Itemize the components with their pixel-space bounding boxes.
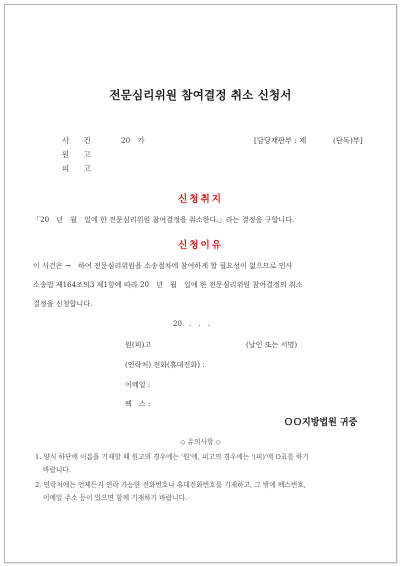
email-label: 이메일 :	[125, 380, 151, 389]
court-addressee: ＯＯ지방법원 귀중	[284, 418, 358, 428]
applicant-label: 원(피)고	[125, 340, 152, 349]
assigned-court-dept-suffix: (단독)부]	[333, 136, 363, 145]
assigned-court-dept-prefix: [담당재판부 : 제	[254, 136, 307, 145]
plaintiff-label: 원 고	[62, 150, 91, 159]
note-2-line-1: 2. 연락처에는 언제든지 연락 가능한 전화번호나 휴대전화번호를 기재하고, 그 밖에 팩스번호,	[35, 481, 306, 489]
reason-line-2: 소송법 제164조의3 제1항에 따라 20 년 월 일에 한 전문심리위원 참여결정의 취소	[33, 280, 303, 289]
document-page	[4, 4, 397, 563]
document-title: 전문심리위원 참여결정 취소 신청서	[109, 88, 292, 102]
case-number: 20 가	[121, 136, 145, 145]
note-1-line-2: 바랍니다.	[43, 466, 71, 474]
note-1-line-1: 1. 양식 하단에 이름을 기재할 때 원고의 경우에는 '원'에, 피고의 경우에는 '(피)'에 O표를 하기	[35, 453, 309, 461]
reason-line-3: 결정을 신청합니다.	[33, 299, 93, 308]
notes-heading: ◇ 유의사항 ◇	[180, 438, 221, 446]
contact-phone-label: (연락처) 전화(휴대전화) :	[125, 360, 205, 369]
case-label: 사 건	[62, 136, 91, 145]
purpose-heading: 신청취지	[177, 194, 224, 205]
note-2-line-2: 이메일 주소 등이 있으면 함께 기재하기 바랍니다.	[43, 494, 188, 502]
reason-heading: 신청이유	[177, 240, 224, 251]
defendant-label: 피 고	[62, 164, 91, 173]
date-line: 20 . . .	[173, 319, 211, 328]
reason-line-1: 이 사건은 → 하여 전문심리위원을 소송절차에 참여하게 할 필요성이 없으므로 민사	[33, 261, 293, 270]
fax-label: 팩 스 :	[125, 399, 151, 408]
purpose-text: 「20 년 월 일에 한 전문심리위원 참여결정을 취소한다.」라는 결정을 구합니다.	[33, 215, 295, 224]
seal-or-signature: (날인 또는 서명)	[246, 340, 298, 349]
